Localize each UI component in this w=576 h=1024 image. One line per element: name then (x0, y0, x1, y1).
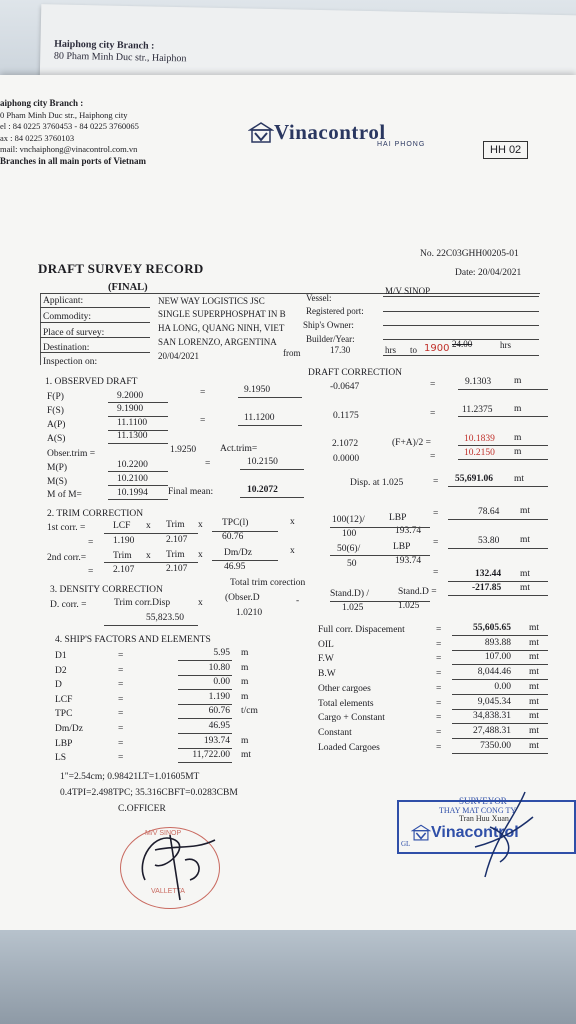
unit: m (514, 404, 522, 414)
factor-key: D2 (55, 665, 67, 676)
vessel-value: M/V SINOP (385, 286, 431, 296)
rule (458, 445, 548, 446)
eq: = (88, 538, 94, 548)
rule (108, 430, 168, 431)
factor-value: 0.00 (213, 677, 230, 688)
rule (448, 581, 548, 582)
applicant-value: NEW WAY LOGISTICS JSC (158, 296, 265, 306)
ship-round-stamp: M/V SINOP VALLETTA (120, 827, 220, 909)
unit: mt (514, 474, 525, 484)
factor-key: D (55, 680, 62, 691)
eq: = (88, 567, 94, 577)
eq: = (118, 709, 124, 720)
eq: = (436, 654, 442, 665)
letterhead-address: aiphong city Branch : 0 Pham Minh Duc str., Haiphong city el : 84 0225 3760453 - 84 0225 3760065 ax : 84 0225 3760103 mail: vnchaiphong@vinacontrol.com.vn Branches in all main ports of Vietnam (0, 98, 147, 166)
ap-label: A(P) (47, 420, 66, 430)
eq: = (430, 409, 436, 419)
rule (458, 389, 548, 390)
eq: = (436, 742, 442, 753)
eq: = (436, 625, 442, 635)
hundred-term: 100(12)/ (332, 515, 365, 525)
factor-unit: mt (241, 750, 252, 761)
rule (330, 527, 430, 528)
rule (452, 694, 548, 695)
obs-density-value: 1.0210 (236, 608, 263, 618)
desk-surface (0, 930, 576, 1024)
rule (40, 322, 150, 323)
disp-value: 893.88 (484, 637, 511, 648)
rule (458, 459, 548, 460)
disp-unit: mt (529, 725, 540, 736)
inspection-value: 20/04/2021 (158, 351, 200, 361)
unit: mt (520, 569, 531, 579)
rule (178, 660, 232, 661)
to-time-handwritten: 1900 (424, 343, 450, 354)
disp-unit: mt (529, 637, 540, 648)
eq: = (436, 727, 442, 738)
dmdz-term: Dm/Dz (224, 548, 252, 558)
disp-key: Full corr. Dispacement (318, 625, 405, 635)
rule (108, 416, 168, 417)
final-mean-label: Final mean: (168, 487, 214, 497)
rule (178, 718, 232, 719)
dash: - (296, 596, 300, 606)
rule (448, 548, 548, 549)
disp-unit: mt (529, 681, 540, 692)
factor-key: LS (55, 753, 67, 764)
second-dmdz-value: 46.95 (224, 562, 246, 572)
disp-key: Other cargoes (318, 683, 371, 694)
m-corrected-2: 10.2150 (464, 448, 495, 458)
eq: = (436, 698, 442, 709)
commodity-label: Commodity: (43, 312, 92, 322)
rule (108, 402, 168, 403)
rule (448, 519, 548, 520)
a-mean: 11.1200 (244, 413, 275, 423)
disp-unit: mt (529, 652, 540, 663)
lbp-value: 193.74 (395, 526, 422, 536)
rule (178, 704, 232, 705)
rule (452, 709, 548, 710)
rule (452, 679, 548, 680)
eq: = (430, 380, 436, 390)
unit: mt (520, 583, 531, 593)
mofm-label: M of M= (47, 490, 82, 500)
disp-value: 34,838.31 (473, 711, 511, 722)
total-trim-value: 132.44 (475, 569, 502, 579)
times: x (290, 517, 295, 527)
rule (40, 352, 150, 353)
eq: = (118, 651, 124, 661)
eq: = (436, 713, 442, 724)
factor-unit: m (241, 662, 249, 673)
unit: m (514, 433, 522, 443)
destination-value: SAN LORENZO, ARGENTINA (158, 337, 277, 347)
eq: = (118, 694, 124, 705)
f-mean: 9.1950 (244, 385, 271, 395)
rule (452, 738, 548, 739)
to-time-struck: 24.00 (452, 339, 473, 349)
rule (330, 555, 430, 556)
eq: = (118, 738, 124, 749)
destination-label: Destination: (43, 343, 90, 353)
form-code: HH 02 (483, 141, 528, 159)
vessel-label: Vessel: (306, 293, 332, 303)
eq: = (118, 724, 124, 734)
disp-label: Disp. at 1.025 (350, 478, 404, 488)
disp-key: Constant (318, 727, 352, 738)
rule (108, 443, 168, 444)
second-trim-value: 2.107 (113, 565, 135, 575)
rule (178, 733, 232, 734)
rule (212, 531, 278, 532)
ms-label: M(S) (47, 477, 68, 487)
conversion-2: 0.4TPI=2.498TPC; 35.316CBFT=0.0283CBM (60, 788, 238, 798)
applicant-label: Applicant: (43, 296, 84, 306)
disp-value: 55,691.06 (455, 474, 493, 484)
eq: = (433, 568, 439, 578)
m-corrected: 10.1839 (464, 434, 495, 444)
unit: mt (520, 506, 531, 516)
rule (452, 650, 548, 651)
rule (383, 355, 539, 356)
rule (108, 499, 168, 500)
mp-label: M(P) (47, 463, 68, 473)
factor-key: D1 (55, 651, 67, 661)
as-value: 11.1300 (117, 431, 148, 441)
rule (383, 325, 539, 326)
rule (452, 635, 548, 636)
factor-unit: m (241, 677, 249, 688)
fs-label: F(S) (47, 406, 64, 416)
std-density-label: Stand.D) / (330, 589, 370, 599)
second-corr-label: 2nd corr.= (47, 553, 87, 563)
eq: = (433, 477, 439, 487)
eq: = (118, 753, 124, 764)
disp-unit: mt (529, 623, 540, 633)
back-sheet-text: Haiphong city Branch : 80 Pham Minh Duc str., Haiphon (53, 38, 187, 65)
disp-unit: mt (529, 696, 540, 707)
factor-value: 5.95 (213, 648, 230, 658)
document-title: DRAFT SURVEY RECORD (38, 261, 204, 276)
info-table-border (40, 293, 41, 365)
disp-unit: mt (529, 667, 540, 678)
act-trim-label: Act.trim= (220, 444, 258, 454)
trim-term: Trim (166, 520, 185, 530)
disp-value: 9,045.34 (477, 696, 511, 707)
mp-value: 10.2200 (117, 460, 148, 470)
total-trim-label: Total trim corection (230, 578, 306, 588)
unit: m (514, 376, 522, 386)
dcorr-label: D. corr. = (50, 600, 87, 610)
rule (240, 497, 304, 498)
eq: = (433, 509, 439, 519)
first-corr-label: 1st corr. = (47, 523, 86, 533)
draft-survey-sheet (0, 75, 576, 930)
draft-correction-heading: DRAFT CORRECTION (308, 368, 403, 378)
document-number: No. 22C03GHH00205-01 (420, 249, 519, 259)
rule (178, 689, 232, 690)
rule (383, 311, 539, 312)
eq: = (118, 665, 124, 676)
lcf-term: LCF (113, 521, 131, 531)
surveyor-stamp: SURVEYOR THAY MAT CONG TY Tran Huu Xuan Vinacontrol GL (397, 800, 576, 854)
disp-value: 0.00 (494, 681, 511, 692)
eq: = (205, 459, 211, 469)
std-density-value-2: 1.025 (398, 601, 420, 611)
rule (40, 337, 150, 338)
f-corrected: 9.1303 (465, 377, 492, 387)
rule (104, 562, 198, 563)
first-lcf-value: 1.190 (113, 536, 135, 546)
inspection-label: Inspection on: (43, 357, 98, 367)
chief-officer-signature (125, 820, 225, 910)
rule (212, 560, 278, 561)
from-time: 17.30 (330, 345, 351, 355)
to-label: to (410, 345, 418, 355)
hrs-label: hrs (385, 345, 396, 355)
first-tpc-value: 60.76 (222, 532, 244, 542)
factor-value: 1.190 (208, 691, 230, 702)
obser-trim-label: Obser.trim = (47, 449, 96, 459)
vinacontrol-emblem-icon (248, 122, 274, 144)
eq: = (436, 669, 442, 680)
f-correction: -0.0647 (330, 382, 360, 392)
info-table-top-rule (40, 293, 540, 294)
place-label: Place of survey: (43, 328, 105, 338)
second-corr-result: 53.80 (478, 536, 500, 546)
times: x (146, 521, 151, 531)
factor-key: LBP (55, 738, 73, 749)
factor-value: 11,722.00 (192, 750, 230, 761)
unit: mt (520, 535, 531, 545)
disp-key: OIL (318, 639, 334, 650)
registered-port-label: Registered port: (306, 306, 364, 316)
eq: = (118, 680, 124, 691)
owner-label: Ship's Owner: (303, 320, 354, 330)
m-correction-2: 0.0000 (333, 454, 360, 464)
fp-value: 9.2000 (117, 391, 144, 401)
factor-unit: m (241, 648, 249, 658)
hrs-label-2: hrs (500, 340, 511, 350)
first-corr-result: 78.64 (478, 507, 500, 517)
document-subtitle: (FINAL) (108, 282, 148, 293)
surveyor-signature (455, 787, 545, 897)
factor-value: 10.80 (208, 662, 230, 673)
first-trim-value: 2.107 (166, 535, 188, 545)
place-value: HA LONG, QUANG NINH, VIET (158, 323, 285, 333)
commodity-value: SINGLE SUPERPHOSPHAT IN B (158, 309, 286, 319)
rule (330, 601, 430, 602)
tpc-term: TPC(l) (222, 518, 249, 528)
ap-value: 11.1100 (117, 418, 148, 428)
second-trim-value-2: 2.107 (166, 564, 188, 574)
std-density-value: 1.025 (342, 603, 364, 613)
fa-half-label: (F+A)/2 = (392, 438, 431, 448)
hundred-value: 100 (342, 529, 357, 539)
rule (104, 625, 198, 626)
as-label: A(S) (47, 434, 66, 444)
rule (238, 425, 302, 426)
lbp-term: LBP (393, 542, 411, 552)
obser-trim-value: 1.9250 (170, 445, 197, 455)
lbp-term: LBP (389, 513, 407, 523)
builder-label: Builder/Year: (306, 334, 355, 344)
chief-officer-label: C.OFFICER (118, 804, 166, 814)
rule (104, 533, 198, 534)
density-correction-heading: 3. DENSITY CORRECTION (50, 585, 163, 595)
lbp-value: 193.74 (395, 556, 422, 566)
fifty-value: 50 (347, 559, 357, 569)
disp-key: Total elements (318, 698, 374, 709)
vinacontrol-stamp-icon (411, 824, 431, 842)
std-density-label-2: Stand.D = (398, 587, 437, 597)
rule (240, 469, 304, 470)
eq: = (430, 452, 436, 462)
times: x (146, 551, 151, 561)
rule (40, 307, 150, 308)
rule (178, 762, 232, 763)
trim-corr-disp-label: Trim corr.Disp (114, 598, 171, 608)
from-label: from (283, 348, 301, 358)
disp-key: Loaded Cargoes (318, 742, 380, 753)
rule (452, 664, 548, 665)
document-date: Date: 20/04/2021 (455, 268, 522, 278)
disp-value: 55,605.65 (473, 623, 511, 633)
eq: = (433, 538, 439, 548)
factor-key: LCF (55, 694, 73, 705)
density-correction-value: -217.85 (472, 583, 502, 593)
fs-value: 9.1900 (117, 404, 144, 414)
disp-value: 7350.00 (480, 740, 511, 751)
final-mean-value: 10.2072 (247, 485, 278, 495)
rule (108, 471, 168, 472)
rule (448, 595, 548, 596)
disp-value: 8,044.46 (477, 667, 511, 678)
times: x (198, 550, 203, 560)
eq: = (436, 639, 442, 650)
rule (448, 486, 548, 487)
unit: m (514, 447, 522, 457)
disp-value: 107.00 (484, 652, 511, 663)
rule (238, 397, 302, 398)
rule (452, 753, 548, 754)
eq: = (200, 388, 206, 398)
fp-label: F(P) (47, 392, 64, 402)
logo-subtitle: HAI PHONG (377, 141, 426, 148)
fifty-term: 50(6)/ (337, 544, 361, 554)
trim-term: Trim (166, 550, 185, 560)
factor-key: TPC (55, 709, 73, 720)
vinacontrol-logo: Vinacontrol (248, 120, 386, 145)
observed-draft-heading: 1. OBSERVED DRAFT (45, 377, 138, 387)
act-trim-value: 10.2150 (247, 457, 278, 467)
disp-unit: mt (529, 711, 540, 722)
rule (108, 485, 168, 486)
factor-unit: m (241, 735, 249, 746)
mofm-value: 10.1994 (117, 488, 148, 498)
factor-value: 60.76 (208, 706, 230, 717)
factor-key: Dm/Dz (55, 724, 83, 734)
m-correction: 2.1072 (332, 439, 359, 449)
factor-value: 193.74 (203, 735, 230, 746)
eq: = (200, 416, 206, 426)
factor-unit: m (241, 691, 249, 702)
eq: = (436, 683, 442, 694)
a-corrected: 11.2375 (462, 405, 493, 415)
obs-density-label: (Obser.D (225, 593, 260, 603)
disp-key: Cargo + Constant (318, 713, 385, 724)
rule (383, 296, 539, 297)
a-correction: 0.1175 (333, 411, 359, 421)
trim-term: Trim (113, 551, 132, 561)
ms-value: 10.2100 (117, 474, 148, 484)
conversion-1: 1"=2.54cm; 0.98421LT=1.01605MT (60, 772, 200, 782)
rule (178, 675, 232, 676)
times: x (290, 546, 295, 556)
disp-key: F.W (318, 654, 334, 665)
rule (178, 748, 232, 749)
times: x (198, 520, 203, 530)
factor-value: 46.95 (208, 721, 230, 731)
disp-key: B.W (318, 669, 336, 680)
trim-corr-disp-value: 55,823.50 (146, 613, 184, 623)
rule (458, 416, 548, 417)
disp-value: 27,488.31 (473, 725, 511, 736)
trim-correction-heading: 2. TRIM CORRECTION (47, 509, 144, 519)
times: x (198, 598, 203, 608)
rule (452, 723, 548, 724)
ships-factors-heading: 4. SHIP'S FACTORS AND ELEMENTS (55, 635, 211, 645)
factor-unit: t/cm (241, 706, 258, 717)
disp-unit: mt (529, 740, 540, 751)
